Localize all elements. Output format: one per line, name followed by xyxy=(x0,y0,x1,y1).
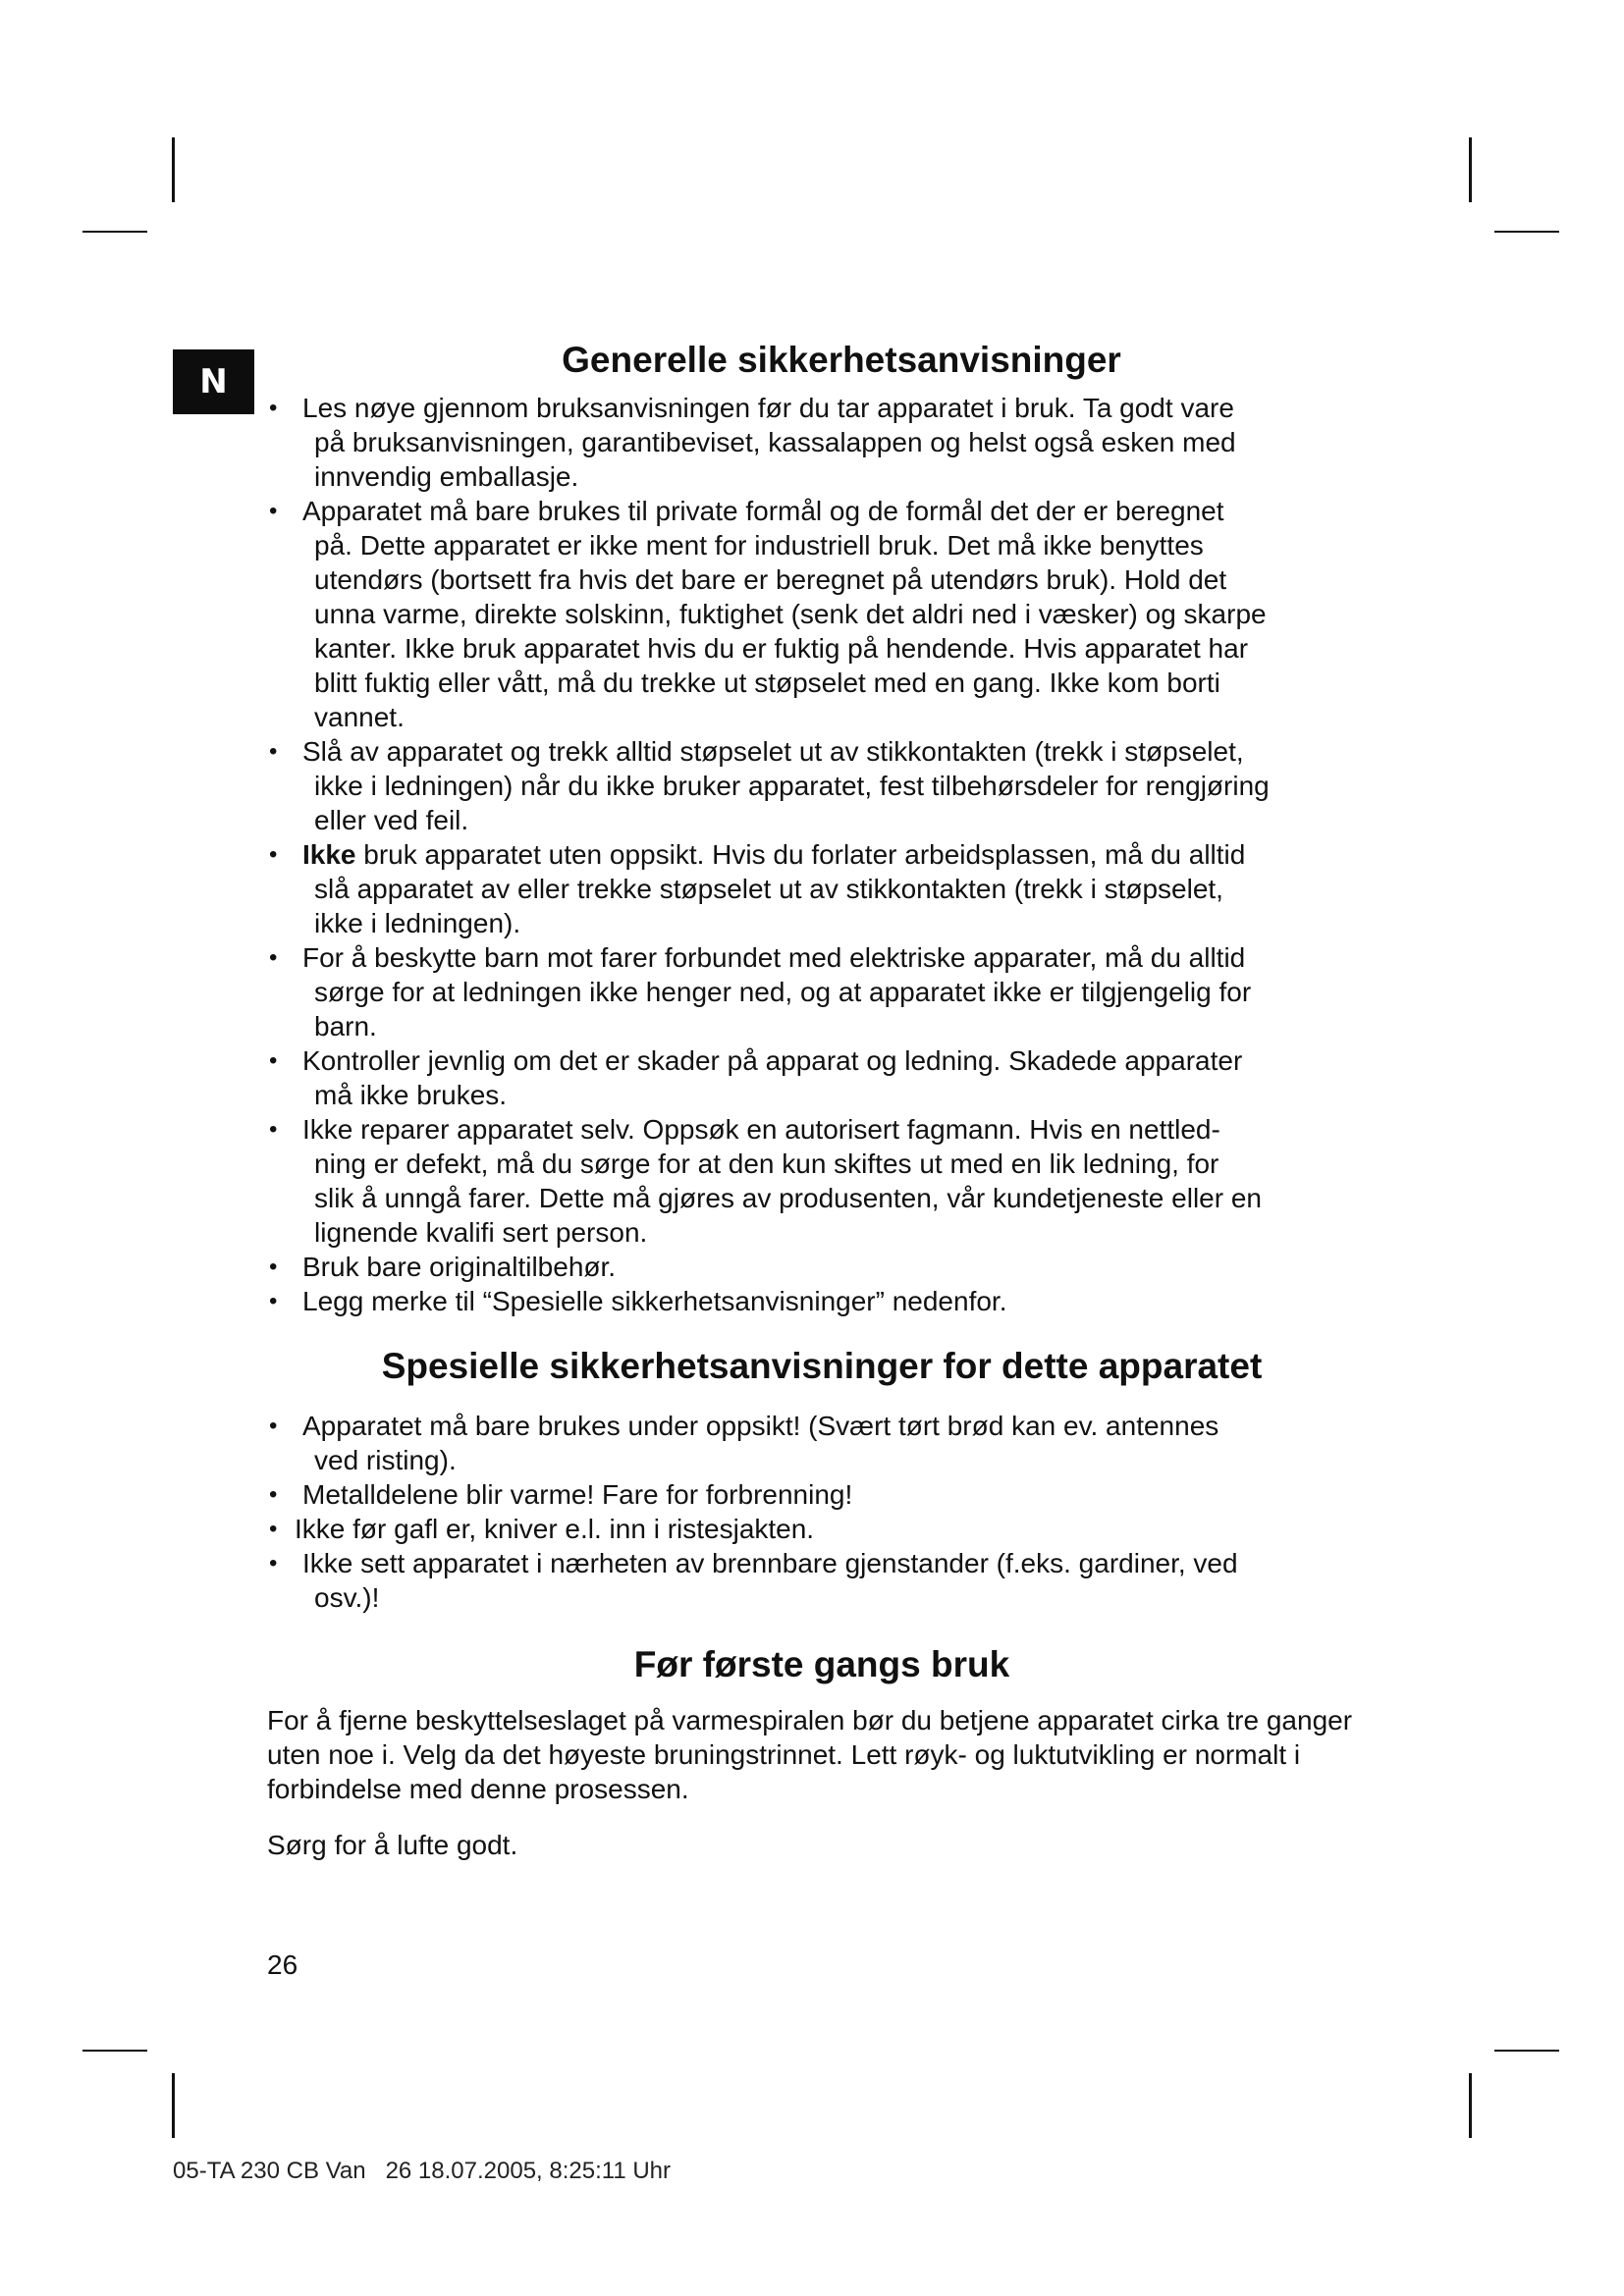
list-item: • Kontroller jevnlig om det er skader på apparat og ledning. Skadede apparater må ikke brukes. xyxy=(267,1043,1377,1112)
crop-mark-top-right-vertical xyxy=(1469,137,1472,202)
list-item: • Apparatet må bare brukes under oppsikt! (Svært tørt brød kan ev. antennes ved risting). xyxy=(267,1409,1377,1477)
language-badge: N xyxy=(173,349,254,414)
list-item: • For å beskytte barn mot farer forbundet med elektriske apparater, må du alltid sørge for at ledningen ikke henger ned, og at apparatet ikke er tilgjengelig for barn. xyxy=(267,940,1377,1043)
list-item: • Bruk bare originaltilbehør. xyxy=(267,1250,1377,1284)
document-content xyxy=(267,340,1377,1884)
crop-mark-bottom-left-horizontal xyxy=(82,2050,147,2052)
list-item: • Ikke før gafl er, kniver e.l. inn i ristesjakten. xyxy=(267,1512,1377,1546)
list-item: • Les nøye gjennom bruksanvisningen før du tar apparatet i bruk. Ta godt vare på bruksanvisningen, garantibeviset, kassalappen og helst også esken med innvendig emballasje. xyxy=(267,391,1377,494)
section-title-first-use: Før første gangs bruk xyxy=(633,1644,1010,1684)
list-item: • Ikke bruk apparatet uten oppsikt. Hvis du forlater arbeidsplassen, må du alltid slå apparatet av eller trekke støpselet ut av stikkontakten (trekk i støpselet, ikke i ledningen). xyxy=(267,837,1377,940)
crop-mark-top-left-vertical xyxy=(172,137,175,202)
crop-mark-bottom-left-vertical xyxy=(172,2073,175,2138)
list-item: • Ikke reparer apparatet selv. Oppsøk en autorisert fagmann. Hvis en nettled- ning er defekt, må du sørge for at den kun skiftes ut med en lik ledning, for slik å unngå farer. Dette må gjøres av produsenten, vår kundetjeneste eller en lignende kvalifi sert person. xyxy=(267,1112,1377,1250)
special-safety-list xyxy=(267,1409,1377,1615)
section-title-special-safety: Spesielle sikkerhetsanvisninger for dette apparatet xyxy=(381,1346,1263,1386)
print-slug: 05-TA 230 CB Van 26 18.07.2005, 8:25:11 Uhr xyxy=(173,2158,672,2184)
emphasis-ikke: Ikke xyxy=(302,839,356,870)
list-item: • Metalldelene blir varme! Fare for forbrenning! xyxy=(267,1477,1377,1512)
list-item: • Ikke sett apparatet i nærheten av brennbare gjenstander (f.eks. gardiner, ved osv.)! xyxy=(267,1546,1377,1615)
general-safety-list xyxy=(267,391,1377,1318)
first-use-paragraph: For å fjerne beskyttelseslaget på varmespiralen bør du betjene apparatet cirka tre ganger uten noe i. Velg da det høyeste bruningstrinnet. Lett røyk- og luktutvikling er normalt i forbindelse med denne prosessen. xyxy=(267,1705,1353,1804)
page-number: 26 xyxy=(267,1949,298,1980)
ventilation-paragraph: Sørg for å lufte godt. xyxy=(267,1830,518,1860)
crop-mark-bottom-right-horizontal xyxy=(1494,2050,1559,2052)
list-item: • Apparatet må bare brukes til private formål og de formål det der er beregnet på. Dette apparatet er ikke ment for industriell bruk. Det må ikke benyttes utendørs (bortsett fra hvis det bare er beregnet på utendørs bruk). Hold det unna varme, direkte solskinn, fuktighet (senk det aldri ned i væsker) og skarpe kanter. Ikke bruk apparatet hvis du er fuktig på hendende. Hvis apparatet har blitt fuktig eller vått, må du trekke ut støpselet med en gang. Ikke kom borti vannet. xyxy=(267,494,1377,734)
crop-mark-bottom-right-vertical xyxy=(1469,2073,1472,2138)
section-title-general-safety: Generelle sikkerhetsanvisninger xyxy=(562,340,1121,380)
crop-mark-top-right-horizontal xyxy=(1494,231,1559,233)
list-item: • Slå av apparatet og trekk alltid støpselet ut av stikkontakten (trekk i støpselet, ikke i ledningen) når du ikke bruker apparatet, fest tilbehørsdeler for rengjøring eller ved feil. xyxy=(267,734,1377,837)
crop-mark-top-left-horizontal xyxy=(82,231,147,233)
list-item: • Legg merke til “Spesielle sikkerhetsanvisninger” nedenfor. xyxy=(267,1284,1377,1318)
